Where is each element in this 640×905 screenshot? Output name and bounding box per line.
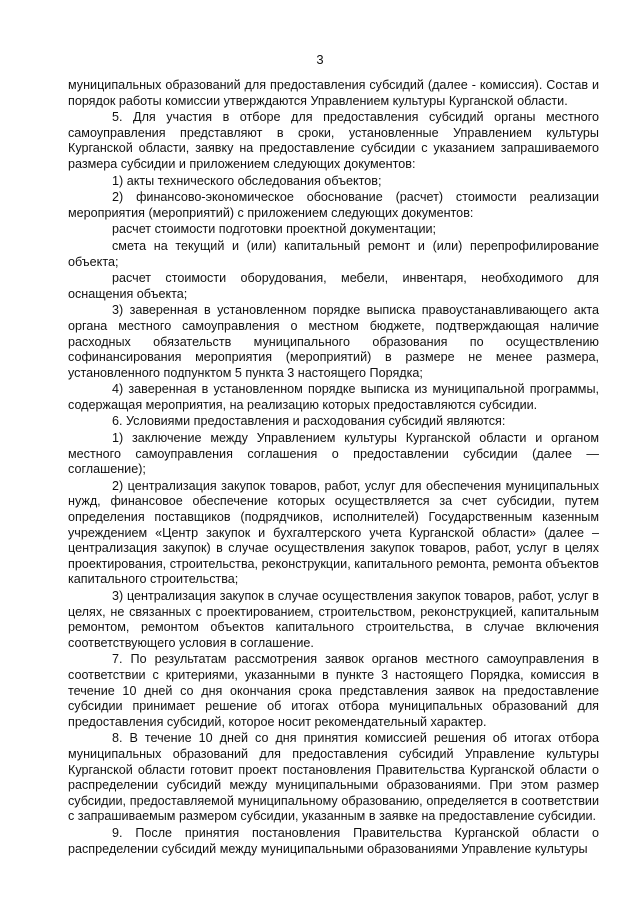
paragraph-item-5-3: 3) заверенная в установленном порядке выписка правоустанавливающего акта органа местного самоуправления о местном бюджете, подтверждающая наличие расходных обязательств муниципального образования по осуществлению софинансирования мероприятия (мероприятий) в размере не менее размера, установленного подпунктом 5 пункта 3 настоящего Порядка; — [68, 303, 599, 380]
paragraph-item-5: 5. Для участия в отборе для предоставления субсидий органы местного самоуправления представляют в сроки, установленные Управлением культуры Курганской области, заявку на предоставление субсидии с указанием запрашиваемого размера субсидии и приложением следующих документов: — [68, 110, 599, 171]
paragraph-item-8: 8. В течение 10 дней со дня принятия комиссией решения об итогах отбора муниципальных образований для предоставления субсидий Управление культуры Курганской области готовит проект постановления Правительства Курганской области о распределении субсидий между муниципальными образованиями. При этом размер субсидии, предоставляемой муниципальному образованию, определяется в соответствии с запрашиваемым размером субсидии, указанным в заявке на предоставление субсидии. — [68, 731, 599, 824]
paragraph-item-5-4: 4) заверенная в установленном порядке выписка из муниципальной программы, содержащая мероприятия, на реализацию которых предоставляются субсидии. — [68, 382, 599, 412]
paragraph-item-5-2: 2) финансово-экономическое обоснование (расчет) стоимости реализации мероприятия (мероприятий) с приложением следующих документов: — [68, 190, 599, 220]
paragraph-item-5-2-a: расчет стоимости подготовки проектной документации; — [112, 222, 437, 237]
paragraph-item-6-2: 2) централизация закупок товаров, работ, услуг для обеспечения муниципальных нужд, финансовое обеспечение которых осуществляется за счет субсидии, путем определения поставщиков (подрядчиков, исполнителей) Государственным казенным учреждением «Центр закупок и бухгалтерского учета Курганской области» (далее – централизация закупок) в случае осуществления закупок товаров, работ, услуг в целях проектирования, строительства, реконструкции, капитального ремонта, ремонта объектов капитального строительства; — [68, 478, 599, 587]
paragraph-item-9: 9. После принятия постановления Правительства Курганской области о распределении субсидий между муниципальными образованиями Управление культуры — [68, 825, 599, 856]
paragraph-item-5-1: 1) акты технического обследования объектов; — [112, 173, 382, 188]
paragraph-commission-continued: муниципальных образований для предоставления субсидий (далее - комиссия). Состав и порядок работы комиссии утверждаются Управлением культуры Курганской области. — [68, 78, 599, 108]
page-number: 3 — [316, 52, 324, 67]
paragraph-item-6-1: 1) заключение между Управлением культуры Курганской области и органом местного самоуправления соглашения о предоставлении субсидии (далее — соглашение); — [68, 431, 599, 477]
document-body — [68, 78, 599, 858]
paragraph-item-5-2-c: расчет стоимости оборудования, мебели, инвентаря, необходимого для оснащения объекта; — [68, 271, 599, 301]
paragraph-item-6-3: 3) централизация закупок в случае осуществления закупок товаров, работ, услуг в целях, не связанных с проектированием, строительством, реконструкцией, капитальным ремонтом, ремонтом объектов капитального строительства, в случае включения соответствующего условия в соглашение. — [68, 589, 599, 650]
paragraph-item-5-2-b: смета на текущий и (или) капитальный ремонт и (или) перепрофилирование объекта; — [68, 238, 599, 269]
paragraph-item-6: 6. Условиями предоставления и расходования субсидий являются: — [112, 414, 506, 429]
paragraph-item-7: 7. По результатам рассмотрения заявок органов местного самоуправления в соответствии с критериями, указанными в пункте 3 настоящего Порядка, комиссия в течение 10 дней со дня окончания срока представления заявок на предоставление субсидии принимает решение об итогах отбора муниципальных образований для предоставления субсидий, которое носит рекомендательный характер. — [68, 652, 599, 729]
